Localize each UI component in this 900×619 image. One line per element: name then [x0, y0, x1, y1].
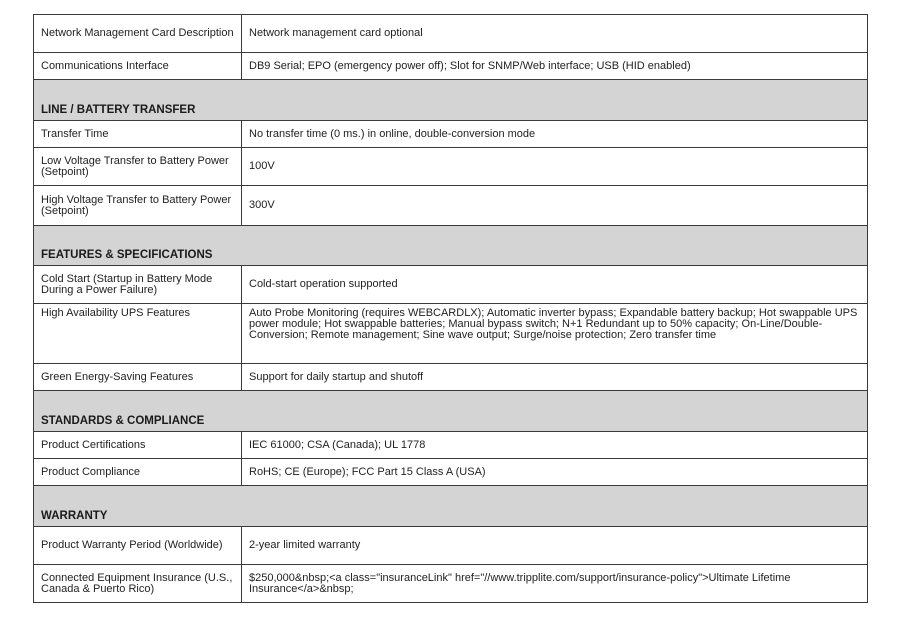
- spec-row: [34, 459, 868, 486]
- spec-value: Auto Probe Monitoring (requires WEBCARDLX); Automatic inverter bypass; Expandable battery backup; Hot swappable UPS power module; Hot swappable batteries; Manual bypass switch; N+1 Redundant up to 50% capacity; On-Line/Double-Conversion; Remote management; Sine wave output; Surge/noise protection; Zero transfer time: [242, 304, 868, 364]
- section-heading: WARRANTY: [34, 486, 868, 527]
- spec-value: 100V: [242, 148, 868, 186]
- spec-label: High Voltage Transfer to Battery Power (Setpoint): [34, 186, 242, 226]
- spec-value: Support for daily startup and shutoff: [242, 364, 868, 391]
- spec-label: Green Energy-Saving Features: [34, 364, 242, 391]
- spec-value: No transfer time (0 ms.) in online, double-conversion mode: [242, 121, 868, 148]
- spec-value: Network management card optional: [242, 15, 868, 53]
- spec-label: Product Certifications: [34, 432, 242, 459]
- spec-row: [34, 186, 868, 226]
- spec-table: [33, 14, 868, 603]
- spec-label: Communications Interface: [34, 53, 242, 80]
- spec-label: Transfer Time: [34, 121, 242, 148]
- spec-value: IEC 61000; CSA (Canada); UL 1778: [242, 432, 868, 459]
- section-header-row: [34, 391, 868, 432]
- spec-label: Product Compliance: [34, 459, 242, 486]
- section-heading: FEATURES & SPECIFICATIONS: [34, 226, 868, 266]
- spec-row: [34, 121, 868, 148]
- spec-label: Connected Equipment Insurance (U.S., Canada & Puerto Rico): [34, 565, 242, 603]
- spec-label: Low Voltage Transfer to Battery Power (Setpoint): [34, 148, 242, 186]
- spec-row: [34, 364, 868, 391]
- spec-value: 2-year limited warranty: [242, 527, 868, 565]
- spec-row: [34, 565, 868, 603]
- spec-value: 300V: [242, 186, 868, 226]
- section-header-row: [34, 226, 868, 266]
- spec-row: [34, 266, 868, 304]
- spec-label: High Availability UPS Features: [34, 304, 242, 364]
- spec-label: Cold Start (Startup in Battery Mode During a Power Failure): [34, 266, 242, 304]
- section-heading: LINE / BATTERY TRANSFER: [34, 80, 868, 121]
- spec-value: Cold-start operation supported: [242, 266, 868, 304]
- spec-label: Network Management Card Description: [34, 15, 242, 53]
- spec-label: Product Warranty Period (Worldwide): [34, 527, 242, 565]
- spec-row: [34, 527, 868, 565]
- spec-row: [34, 432, 868, 459]
- spec-row: [34, 53, 868, 80]
- spec-row: [34, 15, 868, 53]
- spec-row: [34, 304, 868, 364]
- section-heading: STANDARDS & COMPLIANCE: [34, 391, 868, 432]
- spec-table-body: [34, 15, 868, 603]
- spec-value: $250,000&nbsp;<a class="insuranceLink" href="//www.tripplite.com/support/insurance-policy">Ultimate Lifetime Insurance</a>&nbsp;: [242, 565, 868, 603]
- spec-row: [34, 148, 868, 186]
- spec-value: DB9 Serial; EPO (emergency power off); Slot for SNMP/Web interface; USB (HID enabled): [242, 53, 868, 80]
- section-header-row: [34, 80, 868, 121]
- section-header-row: [34, 486, 868, 527]
- spec-value: RoHS; CE (Europe); FCC Part 15 Class A (USA): [242, 459, 868, 486]
